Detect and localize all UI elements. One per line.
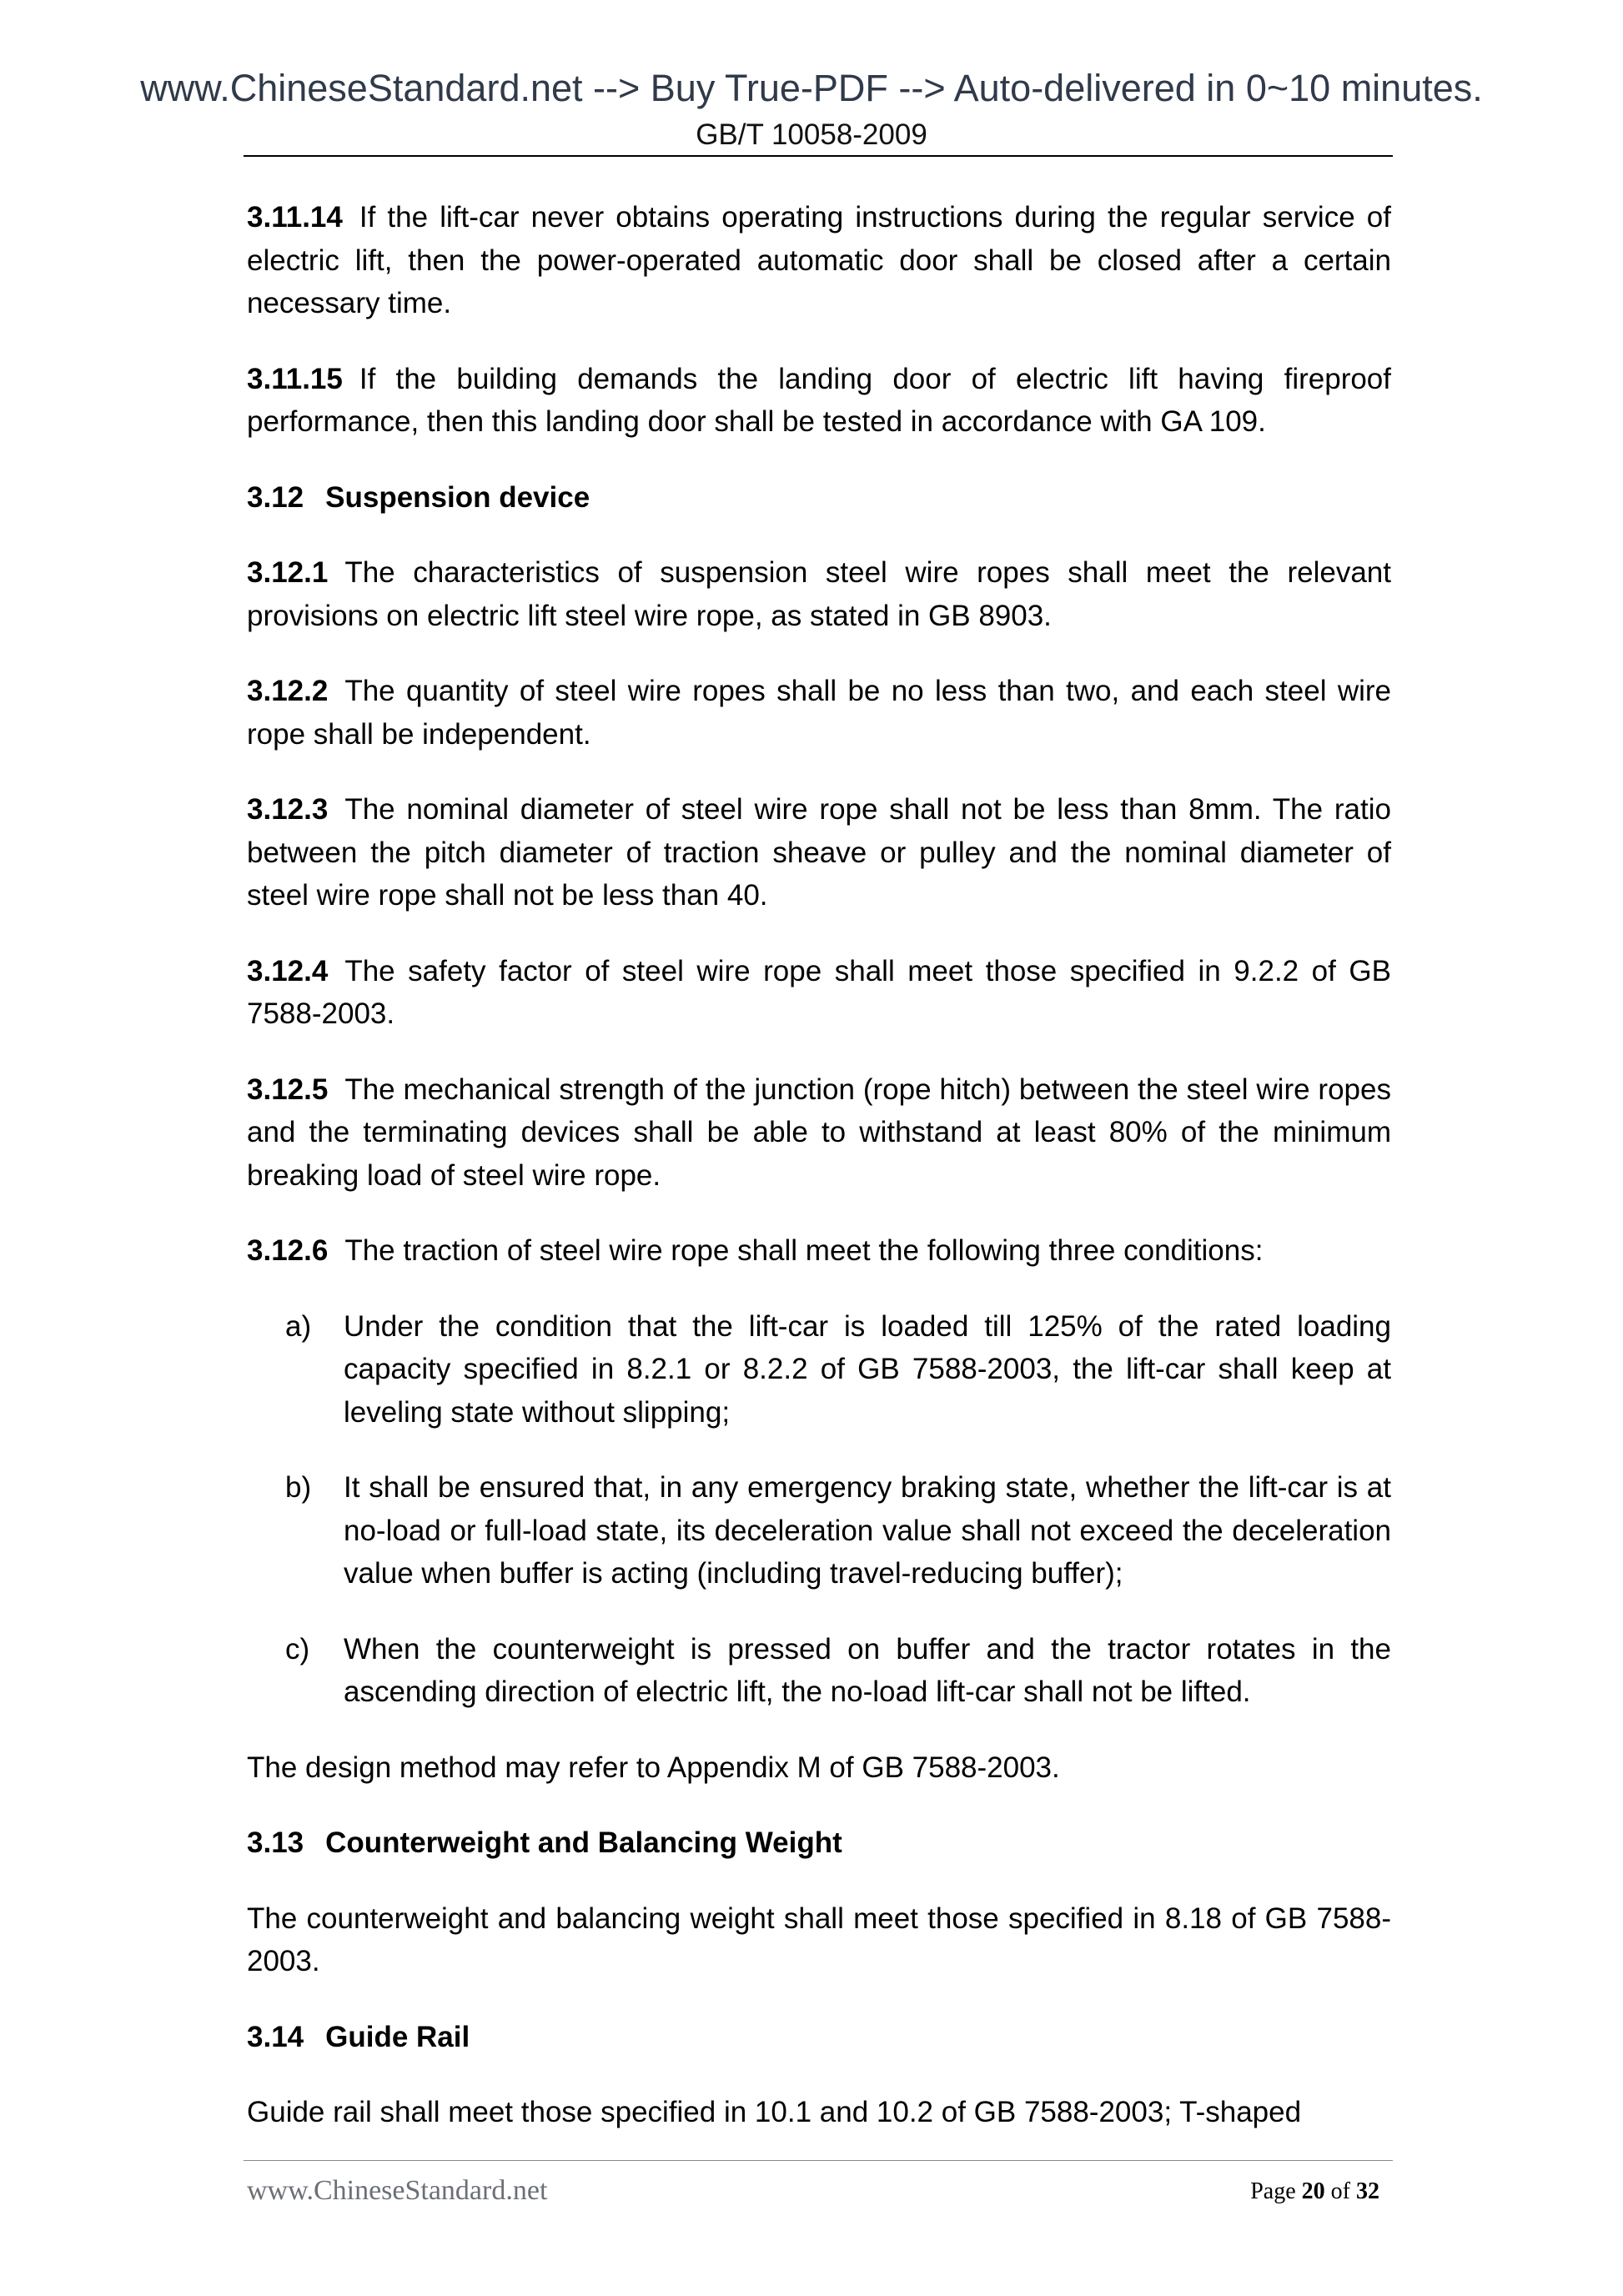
list-marker: b): [285, 1471, 312, 1504]
clause-number: 3.12.1: [247, 556, 329, 589]
header-rule: [244, 155, 1393, 157]
page-total: 32: [1356, 2178, 1379, 2204]
section-title: Guide Rail: [325, 2020, 470, 2053]
section-heading-3-13: [247, 1821, 1391, 1865]
section-heading-3-12: [247, 476, 1391, 520]
clause-3-13-text: The counterweight and balancing weight shall meet those specified in 8.18 of GB 7588-2003.: [247, 1902, 1391, 1977]
clause-3-12-4: [247, 950, 1391, 1036]
document-id: GB/T 10058-2009: [696, 118, 927, 151]
clause-number: 3.12.3: [247, 793, 329, 826]
clause-text: The nominal diameter of steel wire rope shall not be less than 8mm. The ratio between the pitch diameter of traction sheave or pulley and the nominal diameter of steel wire rope shall not be less than 40.: [247, 793, 1391, 912]
clause-text: If the building demands the landing door of electric lift having fireproof performance, then this landing door shall be tested in accordance with GA 109.: [247, 362, 1391, 438]
clause-3-12-2: [247, 670, 1391, 756]
clause-number: 3.11.15: [247, 362, 343, 395]
clause-number: 3.12.5: [247, 1073, 329, 1106]
section-number: 3.12: [247, 480, 304, 514]
list-item-c: [247, 1628, 1391, 1714]
clause-3-12-3: [247, 788, 1391, 917]
section-number: 3.14: [247, 2020, 304, 2053]
of-word: of: [1330, 2178, 1350, 2204]
footer-rule: [244, 2160, 1393, 2161]
footer-site-link[interactable]: www.ChineseStandard.net: [247, 2175, 548, 2206]
page-word: Page: [1250, 2178, 1296, 2204]
section-title: Counterweight and Balancing Weight: [325, 1826, 842, 1859]
clause-number: 3.12.6: [247, 1234, 329, 1267]
clause-text: The traction of steel wire rope shall meet the following three conditions:: [344, 1234, 1264, 1267]
header-banner[interactable]: www.ChineseStandard.net --> Buy True-PDF --> Auto-delivered in 0~10 minutes.: [140, 67, 1483, 109]
clause-number: 3.11.14: [247, 201, 343, 234]
clause-number: 3.12.4: [247, 954, 329, 987]
list-item-text: When the counterweight is pressed on buffer and the tractor rotates in the ascending direction of electric lift, the no-load lift-car shall not be lifted.: [344, 1632, 1391, 1708]
list-marker: c): [285, 1632, 310, 1665]
list-item-b: [247, 1466, 1391, 1595]
clause-3-11-14: [247, 196, 1391, 325]
clause-text: The safety factor of steel wire rope shall meet those specified in 9.2.2 of GB 7588-2003.: [247, 954, 1391, 1030]
list-marker: a): [285, 1309, 312, 1343]
list-item-a: [247, 1305, 1391, 1434]
clause-3-12-1: [247, 551, 1391, 637]
clause-text: The characteristics of suspension steel wire ropes shall meet the relevant provisions on electric lift steel wire rope, as stated in GB 8903.: [247, 556, 1391, 632]
clause-3-12-5: [247, 1068, 1391, 1198]
clause-3-12-6: [247, 1229, 1391, 1273]
page-current: 20: [1301, 2178, 1325, 2204]
list-item-text: Under the condition that the lift-car is loaded till 125% of the rated loading capacity specified in 8.2.1 or 8.2.2 of GB 7588-2003, the lift-car shall keep at leveling state without slipping;: [344, 1309, 1391, 1429]
section-heading-3-14: [247, 2016, 1391, 2059]
clause-text: The mechanical strength of the junction (rope hitch) between the steel wire ropes and the terminating devices shall be able to withstand at least 80% of the minimum breaking load of steel wire rope.: [247, 1073, 1391, 1192]
clause-3-14-text: Guide rail shall meet those specified in 10.1 and 10.2 of GB 7588-2003; T-shaped: [247, 2096, 1302, 2128]
clause-number: 3.12.2: [247, 675, 329, 707]
clause-text: If the lift-car never obtains operating instructions during the regular service of electric lift, then the power-operated automatic door shall be closed after a certain necessary time.: [247, 201, 1391, 319]
document-body: [247, 196, 1391, 2167]
list-item-text: It shall be ensured that, in any emergency braking state, whether the lift-car is at no-load or full-load state, its deceleration value shall not exceed the deceleration value when buffer is acting (including travel-reducing buffer);: [344, 1471, 1391, 1590]
page-number: [1250, 2178, 1379, 2205]
clause-3-11-15: [247, 358, 1391, 444]
clause-text: The quantity of steel wire ropes shall be no less than two, and each steel wire rope shall be independent.: [247, 675, 1391, 751]
design-method-note: The design method may refer to Appendix M of GB 7588-2003.: [247, 1751, 1060, 1784]
section-number: 3.13: [247, 1826, 304, 1859]
section-title: Suspension device: [325, 480, 590, 514]
